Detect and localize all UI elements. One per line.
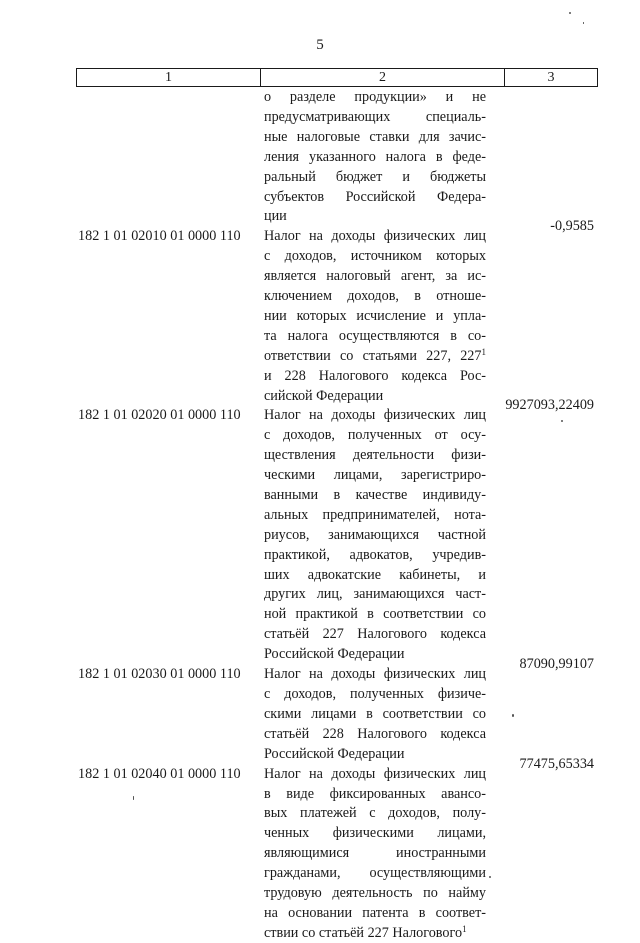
header-col-1: 1 <box>77 69 261 86</box>
description-line <box>264 924 486 943</box>
description-line <box>264 446 486 465</box>
description-line-text: ные налоговые ставки для зачис- <box>264 129 486 145</box>
scan-speck <box>569 12 571 14</box>
description-line <box>264 804 486 823</box>
description-line <box>264 526 486 545</box>
description-line-text: ших адвокатские кабинеты, и <box>264 567 486 583</box>
description-line <box>264 466 486 485</box>
budget-code-text: 182 1 01 02010 01 0000 110 <box>78 228 241 244</box>
amount-text: 77475,65334 <box>519 756 594 772</box>
description-line-text: о разделе продукции» и не <box>264 89 486 105</box>
description-line-text: та налога осуществляются в со- <box>264 328 486 344</box>
description-line <box>264 88 486 107</box>
description-line-text: трудовую деятельность по найму <box>264 885 486 901</box>
description-line-text: статьёй 228 Налогового кодекса <box>264 726 486 742</box>
budget-code <box>78 227 260 246</box>
description-line <box>264 864 486 883</box>
description-line-text: ления указанного налога в феде- <box>264 149 486 165</box>
scan-speck <box>583 22 584 24</box>
description-line <box>264 625 486 644</box>
description-line-text: сийской Федерации <box>264 388 384 404</box>
description-line-text: с доходов, источником которых <box>264 248 486 264</box>
amount-text: 87090,99107 <box>519 656 594 672</box>
description-line <box>264 645 486 664</box>
description-line <box>264 725 486 744</box>
description-line-text: ствии со статьёй 227 Налогового <box>264 925 463 941</box>
description-line-text: Российской Федерации <box>264 646 405 662</box>
description-line-text: предусматривающих специаль- <box>264 109 486 125</box>
amount-text: -0,9585 <box>550 218 594 234</box>
scan-speck <box>489 876 491 878</box>
description-line-text: в виде фиксированных авансо- <box>264 786 486 802</box>
description-line-text: и 228 Налогового кодекса Рос- <box>264 368 486 384</box>
description-line-text: Налог на доходы физических лиц <box>264 228 486 244</box>
description-line <box>264 128 486 147</box>
description-line-text: с доходов, полученных от осу- <box>264 427 486 443</box>
budget-code <box>78 665 260 684</box>
description-line <box>264 844 486 863</box>
description-line-text: ческими лицами, зарегистриро- <box>264 467 486 483</box>
description-line-text: Российской Федерации <box>264 746 405 762</box>
description-line-text: являющимися иностранными <box>264 845 486 861</box>
description-line-text: на основании патента в соответ- <box>264 905 486 921</box>
amount <box>490 655 594 674</box>
description-line <box>264 605 486 624</box>
description-line <box>264 745 486 764</box>
description-line-text: альных предпринимателей, нота- <box>264 507 486 523</box>
description-line-text: скими лицами в соответствии со <box>264 706 486 722</box>
description-line <box>264 665 486 684</box>
description-line-text: субъектов Российской Федера- <box>264 189 486 205</box>
description-line-text: ральный бюджет и бюджеты <box>264 169 486 185</box>
budget-code-text: 182 1 01 02030 01 0000 110 <box>78 666 241 682</box>
amount <box>490 217 594 236</box>
description-line-text: вых платежей с доходов, полу- <box>264 805 486 821</box>
description-line <box>264 785 486 804</box>
description-line <box>264 546 486 565</box>
budget-code <box>78 765 260 784</box>
description-line-text: ченных физическими лицами, <box>264 825 486 841</box>
description-line <box>264 585 486 604</box>
budget-code <box>78 406 260 425</box>
amount <box>490 755 594 774</box>
description-line <box>264 406 486 425</box>
scan-speck <box>561 420 563 422</box>
description-line <box>264 327 486 346</box>
description-line <box>264 904 486 923</box>
description-line <box>264 148 486 167</box>
description-line-text: является налоговый агент, за ис- <box>264 268 486 284</box>
description-line <box>264 824 486 843</box>
amount-text: 9927093,22409 <box>505 397 594 413</box>
description-line <box>264 705 486 724</box>
description-line-text: статьёй 227 Налогового кодекса <box>264 626 486 642</box>
description-line <box>264 426 486 445</box>
header-col-3: 3 <box>547 70 555 85</box>
description-line-text: ключением доходов, в отноше- <box>264 288 486 304</box>
superscript: 1 <box>462 924 467 934</box>
description-line <box>264 566 486 585</box>
description-line-text: практикой, адвокатов, учредив- <box>264 547 486 563</box>
description-line <box>264 108 486 127</box>
description-line <box>264 685 486 704</box>
description-line-text: Налог на доходы физических лиц <box>264 766 486 782</box>
description-line-text: ответствии со статьями 227, 227 <box>264 348 482 364</box>
description-line-text: гражданами, осуществляющими <box>264 865 486 881</box>
header-col-2: 2 <box>261 69 505 86</box>
description-line <box>264 207 486 226</box>
description-line-text: Налог на доходы физических лиц <box>264 407 486 423</box>
scan-speck <box>512 714 514 717</box>
description-line-text: риусов, занимающихся частной <box>264 527 486 543</box>
scan-speck <box>133 796 134 800</box>
description-line <box>264 884 486 903</box>
description-line <box>264 227 486 246</box>
description-line-text: ванными в качестве индивиду- <box>264 487 486 503</box>
description-line-text: других лиц, занимающихся част- <box>264 586 486 602</box>
description-line-text: Налог на доходы физических лиц <box>264 666 486 682</box>
description-line <box>264 307 486 326</box>
description-line <box>264 247 486 266</box>
description-line <box>264 486 486 505</box>
description-line <box>264 347 486 366</box>
table-header <box>76 68 598 87</box>
description-line-text: ной практикой в соответствии со <box>264 606 486 622</box>
budget-code-text: 182 1 01 02040 01 0000 110 <box>78 766 241 782</box>
description-line <box>264 267 486 286</box>
description-line <box>264 168 486 187</box>
description-line-text: ществления деятельности физи- <box>264 447 486 463</box>
description-line <box>264 387 486 406</box>
superscript: 1 <box>481 347 486 357</box>
description-line <box>264 765 486 784</box>
page-number: 5 <box>316 37 324 53</box>
description-line <box>264 188 486 207</box>
budget-code-text: 182 1 01 02020 01 0000 110 <box>78 407 241 423</box>
description-line <box>264 287 486 306</box>
amount <box>490 396 594 415</box>
description-line <box>264 367 486 386</box>
description-line-text: ции <box>264 208 287 224</box>
description-line-text: с доходов, полученных физиче- <box>264 686 486 702</box>
description-line-text: нии которых исчисление и упла- <box>264 308 486 324</box>
description-line <box>264 506 486 525</box>
